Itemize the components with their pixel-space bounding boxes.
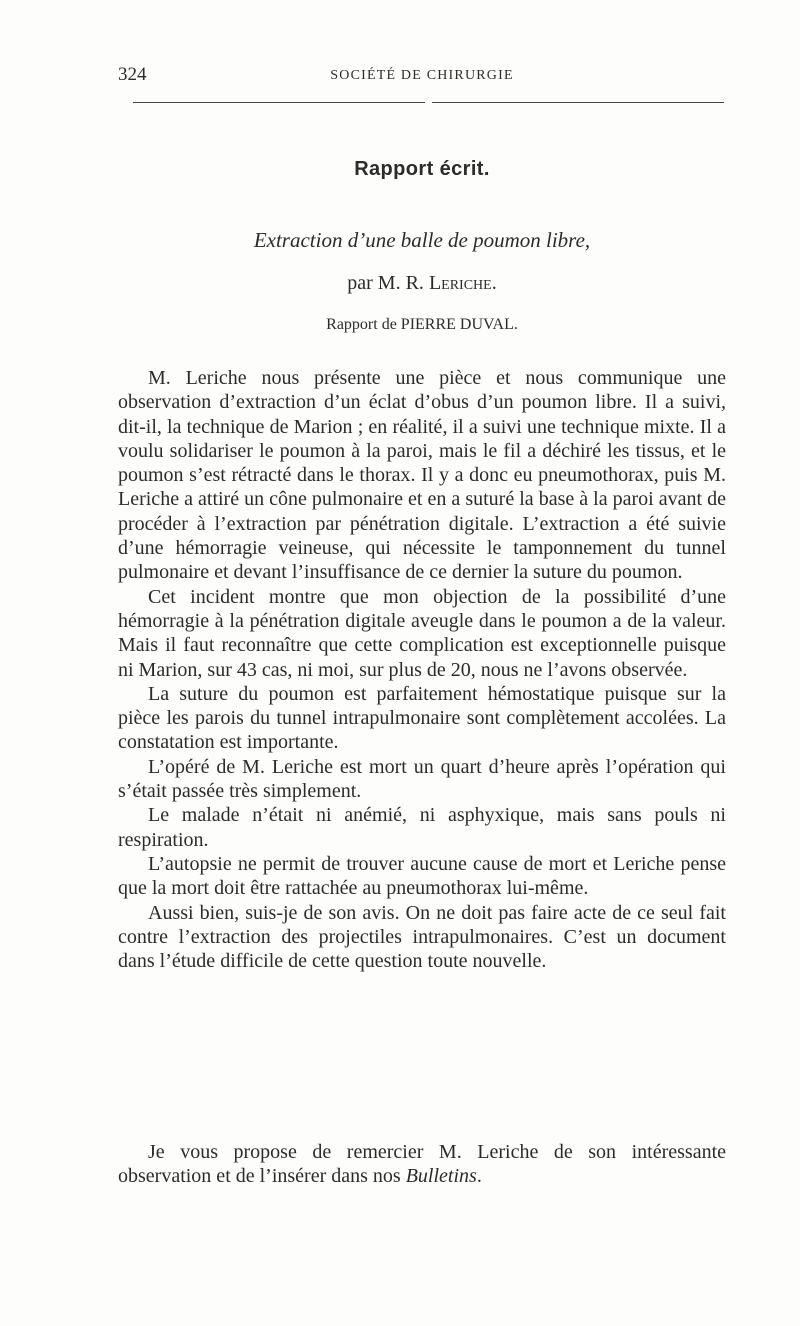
reporter-line: Rapport de PIERRE DUVAL. xyxy=(326,316,518,333)
article-author xyxy=(118,272,726,295)
paragraph: Cet incident montre que mon objection de la possibilité d’une hémorragie à la pénétration digitale aveugle dans le poumon a de la valeur. Mais il faut reconnaître que cette complication est exceptionnelle puisque ni Marion, sur 43 cas, ni moi, sur plus de 20, nous ne l’avons observée. xyxy=(118,585,726,681)
paragraph: Le malade n’était ni anémié, ni asphyxique, mais sans pouls ni respiration. xyxy=(118,804,726,851)
paragraph: L’autopsie ne permit de trouver aucune cause de mort et Leriche pense que la mort doit être rattachée au pneumothorax lui-même. xyxy=(118,852,726,900)
author-prefix: par M. R. xyxy=(347,272,424,294)
page-number: 324 xyxy=(118,64,147,85)
paragraph: M. Leriche nous présente une pièce et nous communique une observation d’extraction d’un éclat d’obus d’un poumon libre. Il a suivi, dit-il, la technique de Marion ; en réalité, il a suivi une technique mixte. Il a voulu solidariser le poumon à la paroi, mais le fil a déchiré les tissus, et le poumon s’est rétracté dans le thorax. Il y a donc eu pneumothorax, puis M. Leriche a attiré un cône pulmonaire et en a suturé la base à la paroi avant de procéder à l’extraction par pénétration digitale. L’extraction a été suivie d’une hémorragie veineuse, qui nécessite le tamponnement du tunnel pulmonaire et devant l’insuffisance de ce dernier la suture du poumon. xyxy=(118,367,726,584)
paragraph: La suture du poumon est parfaitement hémostatique puisque sur la pièce les parois du tunnel intrapulmonaire sont complètement accolées. La constatation est importante. xyxy=(118,682,726,754)
conclusion-text: Je vous propose de remercier M. Leriche de son intéressante observation et de l’insérer dans nos xyxy=(118,1141,726,1188)
article-title: Rapport écrit. xyxy=(354,158,490,180)
conclusion xyxy=(118,1140,726,1189)
header-rule-right xyxy=(432,102,724,103)
conclusion-paragraph xyxy=(118,1140,726,1189)
running-head: SOCIÉTÉ DE CHIRURGIE xyxy=(330,68,514,83)
article-subtitle: Extraction d’une balle de poumon libre, xyxy=(253,228,591,252)
paragraph: L’opéré de M. Leriche est mort un quart d’heure après l’opération qui s’était passée très simplement. xyxy=(118,755,726,803)
header-rule-left xyxy=(133,102,425,103)
author-name: Leriche. xyxy=(428,272,497,294)
conclusion-end: . xyxy=(476,1165,482,1188)
paragraph: Aussi bien, suis-je de son avis. On ne doit pas faire acte de ce seul fait contre l’extraction des projectiles intrapulmonaires. C’est un document dans l’étude difficile de cette question toute nouvelle. xyxy=(118,901,726,973)
report-body xyxy=(118,366,726,973)
bulletins-title: Bulletins xyxy=(405,1165,477,1188)
page-header xyxy=(118,64,726,88)
